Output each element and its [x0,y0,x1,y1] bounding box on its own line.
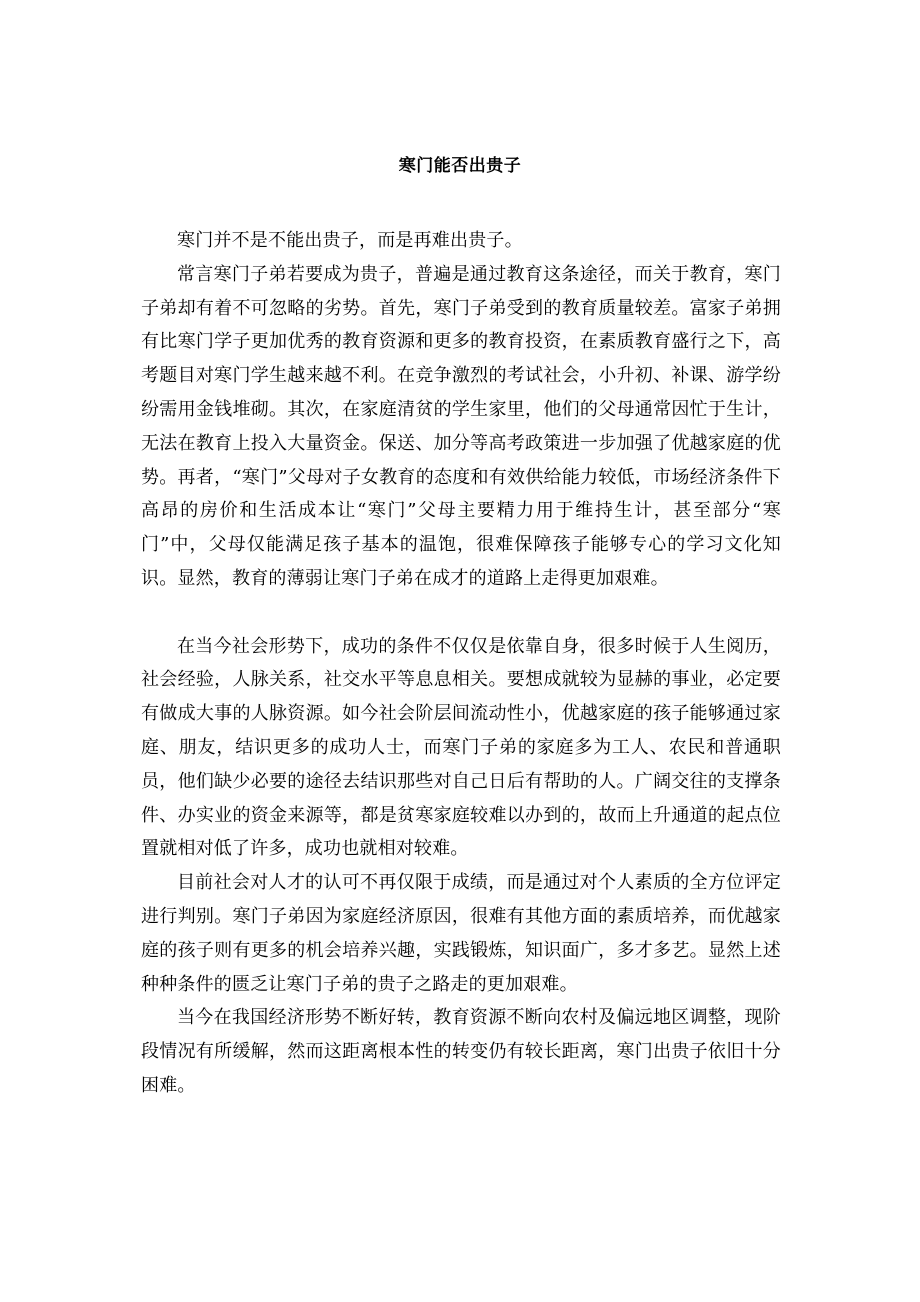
paragraph-education: 常言寒门子弟若要成为贵子，普遍是通过教育这条途径，而关于教育，寒门子弟却有着不可忽略的劣势。首先，寒门子弟受到的教育质量较差。富家子弟拥有比寒门学子更加优秀的教育资源和更多的教育投资，在素质教育盛行之下，高考题目对寒门学生越来越不利。在竞争激烈的考试社会，小升初、补课、游学纷纷需用金钱堆砌。其次，在家庭清贫的学生家里，他们的父母通常因忙于生计，无法在教育上投入大量资金。保送、加分等高考政策进一步加强了优越家庭的优势。再者，“寒门”父母对子女教育的态度和有效供给能力较低，市场经济条件下高昂的房价和生活成本让“寒门”父母主要精力用于维持生计，甚至部分“寒门”中，父母仅能满足孩子基本的温饱，很难保障孩子能够专心的学习文化知识。显然，教育的薄弱让寒门子弟在成才的道路上走得更加艰难。 [141,263,781,589]
paragraph-thesis: 寒门并不是不能出贵子，而是再难出贵子。 [177,230,523,251]
paragraph-spacer [141,596,781,630]
paragraph-social-network: 在当今社会形势下，成功的条件不仅仅是依靠自身，很多时候于人生阅历，社会经验，人脉关系，社交水平等息息相关。要想成就较为显赫的事业，必定要有做成大事的人脉资源。如今社会阶层间流动性小，优越家庭的孩子能够通过家庭、朋友，结识更多的成功人士，而寒门子弟的家庭多为工人、农民和普通职员，他们缺少必要的途径去结识那些对自己日后有帮助的人。广阔交往的支撑条件、办实业的资金来源等，都是贫寒家庭较难以办到的，故而上升通道的起点位置就相对低了许多，成功也就相对较难。 [141,635,781,860]
paragraph-conclusion: 当今在我国经济形势不断好转，教育资源不断向农村及偏远地区调整，现阶段情况有所缓解，然而这距离根本性的转变仍有较长距离，寒门出贵子依旧十分困难。 [141,1007,781,1096]
document-title: 寒门能否出贵子 [398,156,522,176]
paragraph-quality-evaluation: 目前社会对人才的认可不再仅限于成绩，而是通过对个人素质的全方位评定进行判别。寒门子弟因为家庭经济原因，很难有其他方面的素质培养，而优越家庭的孩子则有更多的机会培养兴趣，实践锻炼，知识面广，多才多艺。显然上述种种条件的匮乏让寒门子弟的贵子之路走的更加艰难。 [141,872,781,995]
document-body [141,224,781,1103]
